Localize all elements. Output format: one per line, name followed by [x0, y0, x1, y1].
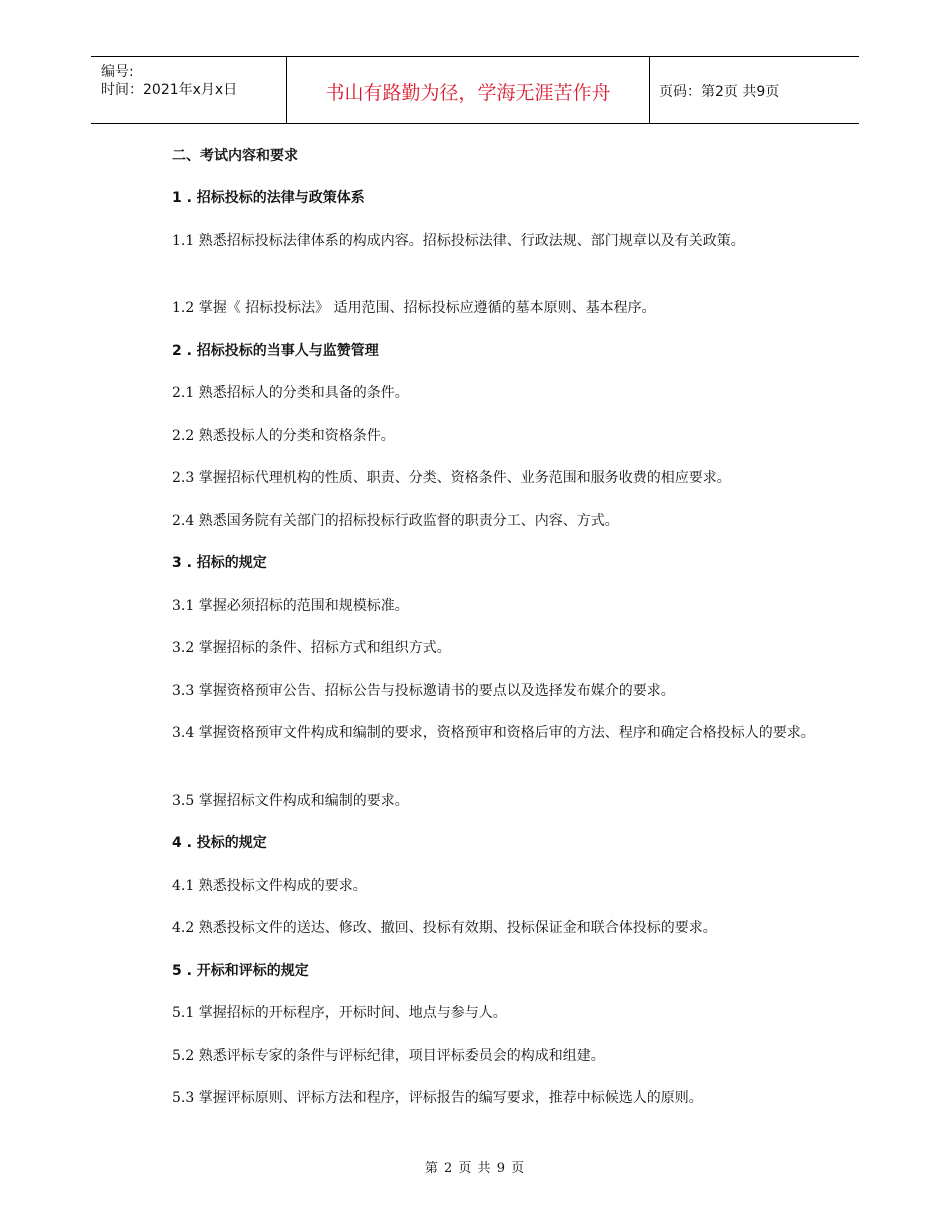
paragraph-item: 2.1 熟悉招标人的分类和具备的条件。 — [172, 385, 409, 401]
header-meta — [91, 57, 286, 123]
header-page-number: 页码：第2页 共9页 — [659, 84, 780, 100]
subsection-heading: 2 . 招标投标的当事人与监赞管理 — [172, 343, 379, 359]
paragraph-item: 4.1 熟悉投标文件构成的要求。 — [172, 878, 367, 894]
paragraph-item: 1.1 熟悉招标投标法律体系的构成内容。招标投标法律、行政法规、部门规章以及有关政策。 — [172, 233, 745, 249]
paragraph-item: 3.5 掌握招标文件构成和编制的要求。 — [172, 793, 409, 809]
document-time-label: 时间：2021年x月x日 — [101, 82, 238, 98]
subsection-heading: 5 . 开标和评标的规定 — [172, 963, 309, 979]
paragraph-item: 5.1 掌握招标的开标程序，开标时间、地点与参与人。 — [172, 1005, 507, 1021]
subsection-heading: 4 . 投标的规定 — [172, 835, 267, 851]
header-motto-cell — [286, 57, 650, 123]
paragraph-item: 5.2 熟悉评标专家的条件与评标纪律，项目评标委员会的构成和组建。 — [172, 1048, 605, 1064]
paragraph-item: 3.4 掌握资格预审文件构成和编制的要求，资格预审和资格后审的方法、程序和确定合格投标人的要求。 — [172, 725, 815, 741]
subsection-heading: 3 . 招标的规定 — [172, 555, 267, 571]
paragraph-item: 5.3 掌握评标原则、评标方法和程序，评标报告的编写要求，推荐中标候选人的原则。 — [172, 1090, 703, 1106]
page-footer: 第 2 页 共 9 页 — [424, 1161, 526, 1176]
page-header — [91, 56, 859, 124]
document-number-label: 编号: — [101, 64, 134, 80]
paragraph-item: 1.2 掌握《 招标投标法》 适用范围、招标投标应遵循的墓本原则、基本程序。 — [172, 300, 656, 316]
header-page-cell — [649, 57, 859, 123]
section-heading: 二、考试内容和要求 — [172, 148, 298, 164]
paragraph-item: 2.4 熟悉国务院有关部门的招标投标行政监督的职责分工、内容、方式。 — [172, 513, 619, 529]
paragraph-item: 2.2 熟悉投标人的分类和资格条件。 — [172, 428, 395, 444]
header-motto: 书山有路勤为径，学海无涯苦作舟 — [325, 82, 611, 104]
paragraph-item: 3.1 掌握必须招标的范围和规模标准。 — [172, 598, 409, 614]
subsection-heading: 1 . 招标投标的法律与政策体系 — [172, 190, 365, 206]
paragraph-item: 3.2 掌握招标的条件、招标方式和组织方式。 — [172, 640, 451, 656]
paragraph-item: 2.3 掌握招标代理机构的性质、职责、分类、资格条件、业务范围和服务收费的相应要求。 — [172, 470, 731, 486]
paragraph-item: 4.2 熟悉投标文件的送达、修改、撤回、投标有效期、投标保证金和联合体投标的要求。 — [172, 920, 717, 936]
paragraph-item: 3.3 掌握资格预审公告、招标公告与投标邀请书的要点以及选择发布媒介的要求。 — [172, 683, 675, 699]
